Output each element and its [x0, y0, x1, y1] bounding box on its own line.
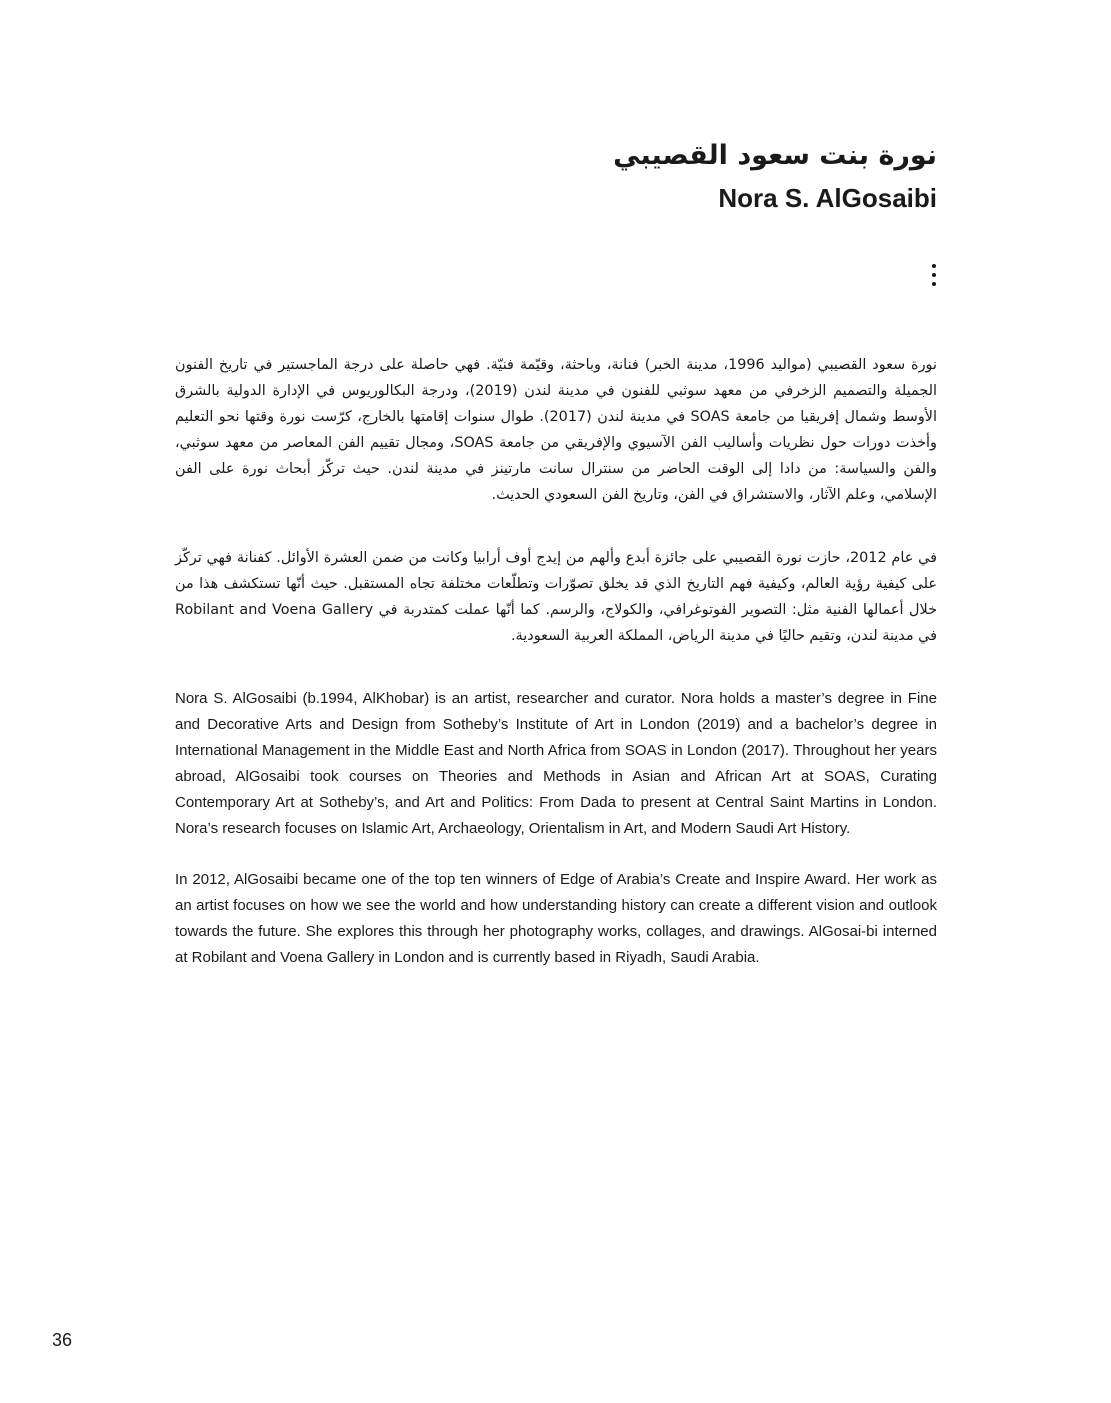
- arabic-bio-paragraph-1: نورة سعود القصيبي (مواليد 1996، مدينة الخبر) فنانة، وباحثة، وقيّمة فنيّة. فهي حاصلة على درجة الماجستير في تاريخ الفنون الجميلة والتصميم الزخرفي من معهد سوثبي للفنون في مدينة لندن (2019)، ودرجة البكالوريوس في الإدارة الدولية بالشرق الأوسط وشمال إفريقيا من جامعة SOAS في مدينة لندن (2017). طوال سنوات إقامتها بالخارج، كرّست نورة وقتها نحو التعليم وأخذت دورات حول نظريات وأساليب الفن الآسيوي والإفريقي من جامعة SOAS، ومجال تقييم الفن المعاصر من معهد سوثبي، والفن والسياسة: من دادا إلى الوقت الحاضر من سنترال سانت مارتينز في مدينة لندن. حيث تركّز أبحاث نورة على الفن الإسلامي، وعلم الآثار، والاستشراق في الفن، وتاريخ الفن السعودي الحديث.: [175, 357, 937, 503]
- arabic-bio-paragraph-2: في عام 2012، حازت نورة القصيبي على جائزة أبدع وألهم من إيدج أوف أرابيا وكانت من ضمن العشرة الأوائل. كفنانة فهي تركّز على كيفية رؤية العالم، وكيفية فهم التاريخ الذي قد يخلق تصوّرات وتطلّعات مختلفة تجاه المستقبل. حيث أنّها تستكشف هذا من خلال أعمالها الفنية مثل: التصوير الفوتوغرافي، والكولاج، والرسم. كما أنّها عملت كمتدربة في Robilant and Voena Gallery في مدينة لندن، وتقيم حاليًا في مدينة الرياض، المملكة العربية السعودية.: [175, 550, 938, 644]
- english-bio-paragraph-2-block: [175, 867, 937, 971]
- page-number: 36: [52, 1330, 73, 1350]
- arabic-bio-paragraph-1-block: [175, 352, 937, 508]
- english-bio-paragraph-1-block: [175, 686, 937, 842]
- english-bio-paragraph-1: Nora S. AlGosaibi (b.1994, AlKhobar) is an artist, researcher and curator. Nora holds a master’s degree in Fine and Decorative Arts and Design from Sotheby’s Institute of Art in London (2019) and a bachelor’s degree in International Management in the Middle East and North Africa from SOAS in London (2017). Throughout her years abroad, AlGosaibi took courses on Theories and Methods in Asian and African Art at SOAS, Curating Contemporary Art at Sotheby’s, and Art and Politics: From Dada to present at Central Saint Martins in London. Nora’s research focuses on Islamic Art, Archaeology, Orientalism in Art, and Modern Saudi Art History.: [175, 690, 937, 837]
- arabic-bio-paragraph-2-block: [175, 545, 937, 649]
- title-arabic: نورة بنت سعود القصيبي: [613, 140, 937, 171]
- english-bio-paragraph-2: In 2012, AlGosaibi became one of the top ten winners of Edge of Arabia’s Create and Inspire Award. Her work as an artist focuses on how we see the world and how understanding history can create a different vision and outlook towards the future. She explores this through her photography works, collages, and drawings. AlGosai-bi interned at Robilant and Voena Gallery in London and is currently based in Riyadh, Saudi Arabia.: [175, 871, 937, 966]
- vertical-dots-icon: [928, 264, 940, 286]
- title-english: Nora S. AlGosaibi: [718, 183, 937, 213]
